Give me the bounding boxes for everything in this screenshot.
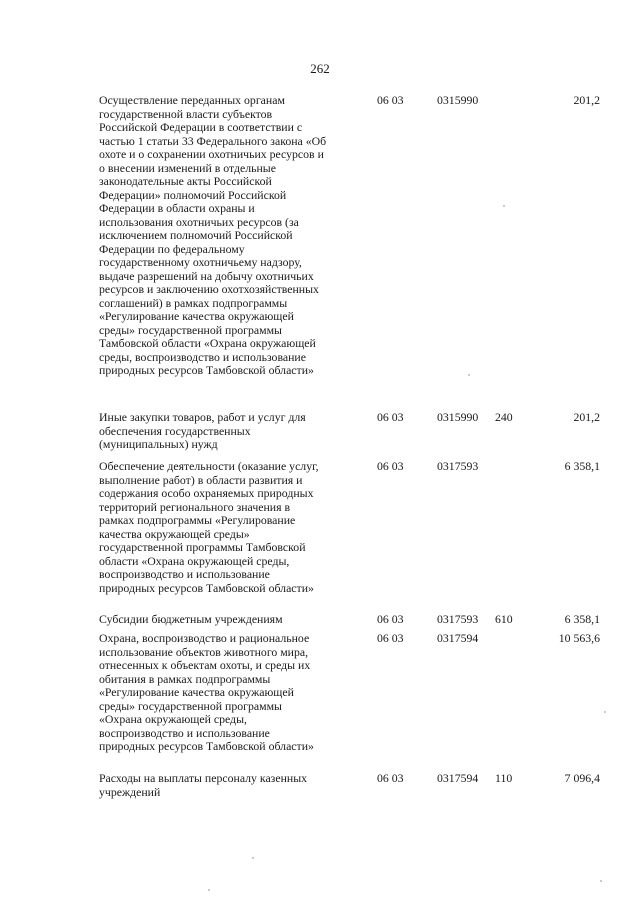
row-description: Субсидии бюджетным учреждениям [99, 612, 283, 626]
page-number: 262 [310, 61, 330, 76]
row-target-code: 0315990 [437, 410, 479, 424]
row-expense-type: 610 [495, 612, 513, 626]
row-section-code: 06 03 [377, 631, 404, 645]
row-amount: 201,2 [573, 410, 600, 424]
scan-speck [208, 889, 210, 891]
scan-speck [252, 857, 254, 859]
row-amount: 10 563,6 [558, 631, 600, 645]
row-target-code: 0317594 [437, 631, 479, 645]
row-amount: 7 096,4 [564, 771, 600, 785]
row-target-code: 0317594 [437, 771, 479, 785]
row-target-code: 0317593 [437, 459, 479, 473]
row-description: Обеспечение деятельности (оказание услуг, выполнение работ) в области развития и содержания особо охраняемых природных территорий регионального значения в рамках подпрограммы «Регулирование качества окружающей среды» государственной программы Тамбовской области «Охрана окружающей среды, воспроизводство и использование природных ресурсов Тамбовской области» [99, 459, 319, 595]
row-section-code: 06 03 [377, 93, 404, 107]
row-description: Иные закупки товаров, работ и услуг для обеспечения государственных (муниципальных) нужд [99, 410, 306, 451]
row-description: Охрана, воспроизводство и рациональное использование объектов животного мира, отнесенных к объектам охоты, и среды их обитания в рамках подпрограммы «Регулирование качества окружающей среды» государственной программы «Охрана окружающей среды, воспроизводство и использование природных ресурсов Тамбовской области» [99, 631, 314, 753]
scan-speck [600, 880, 602, 882]
row-section-code: 06 03 [377, 612, 404, 626]
row-description: Расходы на выплаты персоналу казенных учреждений [99, 771, 308, 799]
row-section-code: 06 03 [377, 459, 404, 473]
row-expense-type: 240 [495, 410, 513, 424]
scan-speck [468, 374, 470, 376]
row-section-code: 06 03 [377, 410, 404, 424]
row-amount: 201,2 [573, 93, 600, 107]
row-expense-type: 110 [495, 771, 513, 785]
row-amount: 6 358,1 [564, 612, 600, 626]
scan-speck [604, 711, 606, 713]
row-description: Осуществление переданных органам государственной власти субъектов Российской Федерации в соответствии с частью 1 статьи 33 Федерального закона «Об охоте и о сохранении охотничьих ресурсов и о внесении изменений в отдельные законодательные акты Российской Федерации» полномочий Российской Федерации в области охраны и использования охотничьих ресурсов (за исключением полномочий Российской Федерации по федеральному государственному охотничьему надзору, выдаче разрешений на добычу охотничьих ресурсов и заключению охотхозяйственных соглашений) в рамках подпрограммы «Регулирование качества окружающей среды» государственной программы Тамбовской области «Охрана окружающей среды, воспроизводство и использование природных ресурсов Тамбовской области» [99, 93, 327, 377]
row-target-code: 0317593 [437, 612, 479, 626]
row-target-code: 0315990 [437, 93, 479, 107]
scan-speck [503, 205, 505, 207]
row-amount: 6 358,1 [564, 459, 600, 473]
row-section-code: 06 03 [377, 771, 404, 785]
